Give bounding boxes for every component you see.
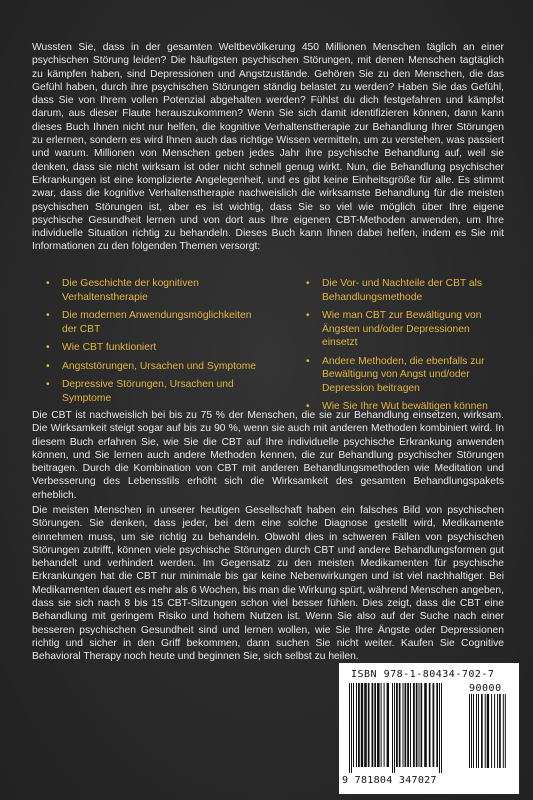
- topics-column-left: [46, 277, 261, 419]
- topic-item: • Die Geschichte der kognitiven Verhaltenstherapie: [46, 278, 199, 303]
- barcode-bar: [439, 683, 440, 773]
- barcode-bar: [410, 683, 411, 767]
- ean-barcode-bars: [347, 683, 465, 775]
- barcode-bar: [436, 683, 438, 767]
- barcode-bar: [433, 683, 435, 767]
- topic-item: • Die Vor- und Nachteile der CBT als Behandlungsmethode: [306, 278, 483, 303]
- barcode-bar: [429, 683, 431, 767]
- barcode-bar: [481, 694, 483, 768]
- bullet-icon: •: [46, 278, 50, 289]
- bullet-icon: •: [46, 379, 50, 390]
- bullet-icon: •: [46, 342, 50, 353]
- barcode-bar: [387, 683, 389, 767]
- barcode-bar: [478, 694, 479, 768]
- barcode-bar: [361, 683, 363, 767]
- bullet-icon: •: [306, 401, 310, 412]
- barcode-bar: [353, 683, 354, 767]
- topic-item: • Angststörungen, Ursachen und Symptome: [46, 360, 257, 372]
- barcode-bar: [416, 683, 418, 767]
- barcode-bar: [381, 683, 382, 767]
- effectiveness-paragraph: Die CBT ist nachweislich bei bis zu 75 % der Menschen, die sie zur Behandlung einsetzen, wirksam. Die Wirksamkeit steigt sogar auf bis zu 90 %, wenn sie auch mit anderen Methoden kombiniert wird. In diesem Buch erfahren Sie, wie Sie die CBT auf Ihre individuelle psychische Erkrankung anwenden können, und Sie lernen auch andere Methoden kennen, die zur Behandlung psychischer Störungen beitragen. Durch die Kombination von CBT mit anderen Behandlungsmethoden wie Meditation und Verbesserung des Lebensstils erhöht sich die Wirksamkeit des gesamten Behandlungspakets erheblich.: [32, 410, 504, 501]
- barcode-bar: [356, 683, 357, 767]
- isbn-barcode: [339, 663, 519, 794]
- topic-item: • Die modernen Anwendungsmöglichkeiten der CBT: [46, 310, 252, 335]
- barcode-bar: [399, 683, 401, 767]
- topic-item: • Wie Sie Ihre Wut bewältigen können: [306, 401, 488, 412]
- barcode-bar: [384, 683, 385, 767]
- ean-digits: 9 781804 347027: [342, 775, 437, 786]
- barcode-bar: [349, 683, 350, 773]
- barcode-bar: [368, 683, 370, 767]
- barcode-bar: [351, 683, 352, 773]
- topic-item: • Andere Methoden, die ebenfalls zur Bewältigung von Angst und/oder Depression beitragen: [306, 355, 485, 394]
- barcode-bar: [491, 694, 492, 768]
- barcode-bar: [441, 683, 442, 773]
- barcode-bar: [424, 683, 427, 767]
- barcode-bar: [403, 683, 404, 767]
- barcode-bar: [473, 694, 474, 768]
- barcode-bar: [469, 694, 470, 768]
- intro-paragraph: Wussten Sie, dass in der gesamten Weltbevölkerung 450 Millionen Menschen täglich an einer psychischen Störung leiden? Die häufigsten psychischen Störungen, mit denen Menschen tagtäglich zu kämpfen haben, sind Depressionen und Angstzustände. Gehören Sie zu den Menschen, die das Gefühl haben, durch ihre psychischen Störungen ständig belastet zu werden? Haben Sie das Gefühl, dass Sie von Ihrem vollen Potenzial abgehalten werden? Fühlst du dich festgefahren und kämpfst darum, aus dieser Flaute herauszukommen? Wenn Sie sich damit identifizieren können, dann kann dieses Buch Ihnen nicht nur helfen, die kognitive Verhaltenstherapie zur Behandlung Ihrer Störungen zu erlernen, sondern es wird Ihnen auch das richtige Wissen vermitteln, um zu verstehen, was passiert und warum. Millionen von Menschen geben jedes Jahr ihre psychische Behandlung auf, weil sie denken, dass sie nicht wirksam ist oder nicht schnell genug wirkt. Nun, die Behandlung psychischer Erkrankungen ist eine komplizierte Angelegenheit, und es gibt keine Einheitsgröße für alle. Es stimmt zwar, dass die kognitive Verhaltenstherapie nachweislich die wirksamste Behandlung für die meisten psychischen Störungen ist, aber es ist wichtig, dass Sie so viel wie möglich über Ihre eigene psychische Gesundheit lernen und von dort aus Ihre eigenen CBT-Methoden anwenden, um Ihre individuelle Situation richtig zu behandeln. Dieses Buch kann Ihnen dabei helfen, indem es Sie mit Informationen zu den folgenden Themen versorgt:: [32, 42, 504, 253]
- barcode-bar: [471, 694, 472, 768]
- barcode-bar: [497, 694, 498, 768]
- barcode-bar: [413, 683, 415, 767]
- barcode-bar: [503, 694, 504, 768]
- barcode-bar: [405, 683, 407, 767]
- bullet-icon: •: [46, 310, 50, 321]
- barcode-bar: [476, 694, 477, 768]
- topic-item: • Wie CBT funktioniert: [46, 342, 157, 353]
- barcode-bar: [377, 683, 380, 767]
- bullet-icon: •: [306, 310, 310, 321]
- bullet-icon: •: [46, 360, 50, 372]
- barcode-bar: [364, 683, 367, 767]
- barcode-bar: [499, 694, 501, 768]
- barcode-bar: [421, 683, 423, 767]
- topic-item: • Wie man CBT zur Bewältigung von Ängsten und/oder Depressionen einsetzt: [306, 310, 482, 348]
- bullet-icon: •: [306, 278, 310, 289]
- barcode-bar: [494, 694, 495, 768]
- barcode-bar: [358, 683, 360, 767]
- topics-list: [46, 277, 506, 419]
- addon-barcode-bars: [467, 694, 513, 774]
- bullet-icon: •: [306, 355, 310, 367]
- isbn-label: ISBN 978-1-80434-702-7: [351, 669, 495, 680]
- barcode-bar: [372, 683, 374, 767]
- price-addon-digits: 90000: [469, 683, 502, 694]
- barcode-bar: [407, 683, 409, 767]
- closing-paragraph: Die meisten Menschen in unserer heutigen Gesellschaft haben ein falsches Bild von psychischen Störungen. Sie denken, dass jeder, bei dem eine solche Diagnose gestellt wird, Medikamente einnehmen muss, um sie richtig zu behandeln. Obwohl dies in schweren Fällen von psychischen Störungen zutrifft, können viele psychische Störungen durch CBT und andere Behandlungsformen gut behandelt und verhindert werden. Im Gegensatz zu den meisten Medikamenten für psychische Erkrankungen hat die CBT nur minimale bis gar keine Nebenwirkungen und ist viel nachhaltiger. Bei Medikamenten dauert es mehr als 6 Wochen, bis man die Wirkung spürt, während Menschen angeben, dass sie sich nach 8 bis 15 CBT-Sitzungen schon viel besser fühlen. Dies zeigt, dass die CBT eine Behandlung mit geringem Risiko und hohem Nutzen ist. Wenn Sie also auf der Suche nach einer besseren psychischen Gesundheit sind und lernen wollen, wie Sie Ihre Ängste oder Depressionen richtig und sicher in den Griff bekommen, dann suchen Sie nicht weiter. Kaufen Sie Cognitive Behavioral Therapy noch heute und beginnen Sie, sich selbst zu heilen.: [32, 505, 504, 663]
- barcode-bar: [392, 683, 393, 773]
- barcode-bar: [394, 683, 395, 773]
- barcode-bar: [505, 694, 506, 768]
- barcode-bar: [487, 694, 489, 768]
- barcode-bar: [485, 694, 486, 768]
- barcode-bar: [396, 683, 398, 767]
- barcode-bar: [374, 683, 376, 767]
- topics-column-right: [306, 277, 506, 419]
- barcode-bar: [419, 683, 420, 767]
- topic-item: • Depressive Störungen, Ursachen und Symptome: [46, 379, 234, 404]
